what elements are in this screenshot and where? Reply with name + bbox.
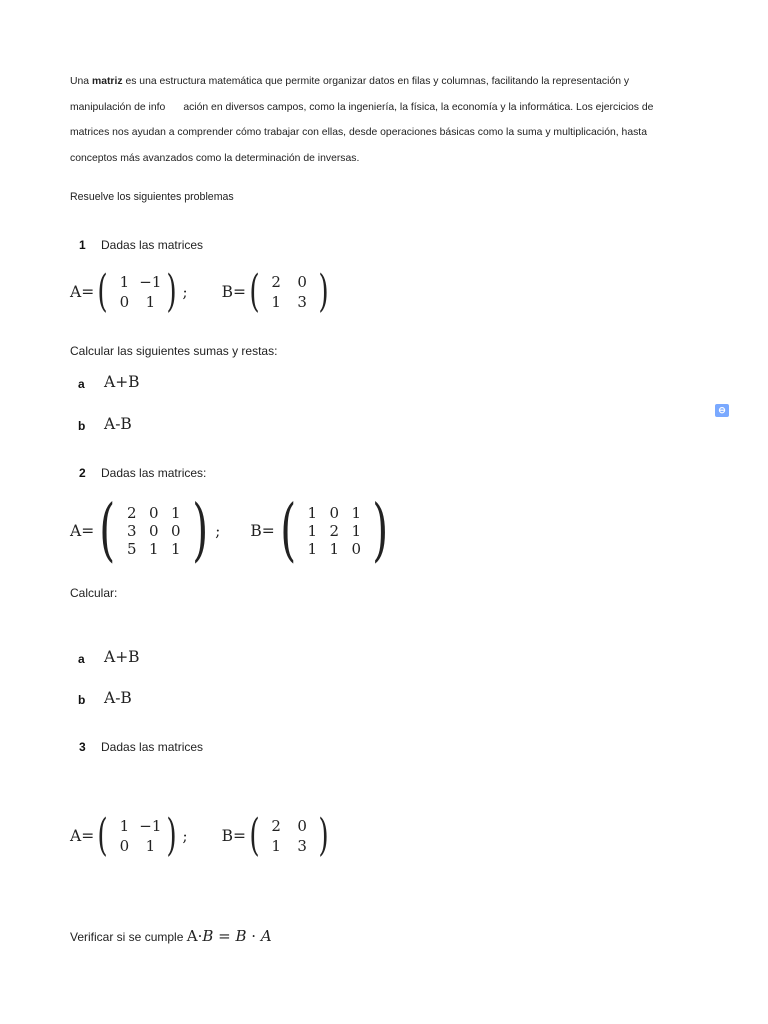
verify-a2: A [260, 927, 272, 945]
matrix-cell: 3 [297, 837, 307, 855]
intro-paragraph [70, 69, 680, 171]
matrix-b [263, 817, 315, 855]
item-expr-1b: A-B [104, 415, 132, 433]
matrix-cell: 1 [170, 540, 181, 558]
verify-a: A [186, 927, 198, 945]
problem-prompt-2: Calcular: [70, 586, 118, 600]
problem-number-3: 3 [79, 740, 86, 754]
matrix-cell: 0 [119, 837, 130, 855]
right-paren: ) [372, 491, 389, 570]
matrix-b-label: B= [250, 522, 275, 540]
matrix-a-label: A= [70, 283, 95, 301]
matrix-cell: −1 [139, 817, 162, 835]
item-letter-2b: b [78, 693, 86, 707]
matrix-cell: 2 [271, 817, 281, 835]
matrix-cell: 3 [126, 522, 137, 540]
matrix-cell: 1 [119, 273, 130, 291]
matrix-cell: 1 [351, 522, 361, 540]
left-paren: ( [97, 266, 108, 317]
matrix-a [111, 817, 163, 855]
matrix-b [263, 273, 315, 311]
verify-dot: · [197, 927, 203, 945]
right-paren: ) [166, 266, 178, 317]
problem-heading-2: Dadas las matrices: [101, 466, 207, 480]
matrix-cell: 1 [271, 293, 281, 311]
matrix-cell: 1 [119, 817, 130, 835]
intro-text-2: ación en diversos campos, como la ingeniería, la física, la economía y la informática. Los ejercicios de matrices nos ayudan a comprender cómo trabajar con ellas, desde operaciones básicas como la suma y multiplicación, hasta conceptos más avanzados como la determinación de inversas. [70, 101, 654, 164]
verify-b: B [202, 927, 214, 945]
item-letter-2a: a [78, 652, 85, 666]
right-paren: ) [318, 266, 329, 317]
matrix-cell: 5 [126, 540, 137, 558]
matrix-cell: 0 [297, 817, 307, 835]
matrix-cell: 2 [329, 522, 339, 540]
matrix-b [301, 504, 367, 558]
matrix-cell: 0 [329, 504, 339, 522]
item-expr-2b: A-B [104, 689, 132, 707]
verify-statement [70, 927, 272, 945]
matrix-cell: 1 [170, 504, 181, 522]
matrix-a-label: A= [70, 522, 95, 540]
matrix-cell: 1 [329, 540, 339, 558]
matrix-cell: 1 [145, 837, 156, 855]
matrix-a [121, 504, 187, 558]
matrix-cell: 1 [307, 540, 317, 558]
matrix-cell: 1 [271, 837, 281, 855]
item-letter-1b: b [78, 419, 86, 433]
separator: ; [182, 827, 188, 845]
item-expr-2a: A+B [104, 648, 140, 666]
intro-pre: Una [70, 76, 92, 87]
matrix-a-label: A= [70, 827, 95, 845]
left-paren: ( [249, 266, 260, 317]
problem-number-1: 1 [79, 238, 86, 252]
problem-heading-3: Dadas las matrices [101, 740, 204, 754]
problem-heading-1: Dadas las matrices [101, 238, 204, 252]
item-expr-1a: A+B [104, 373, 140, 391]
matrix-cell: 2 [271, 273, 281, 291]
matrix-cell: 0 [148, 522, 159, 540]
matrix-cell: 1 [307, 522, 317, 540]
item-letter-1a: a [78, 377, 85, 391]
matrix-b-label: B= [221, 827, 246, 845]
problem-prompt-1: Calcular las siguientes sumas y restas: [70, 344, 278, 358]
matrix-cell: 0 [170, 522, 181, 540]
verify-text: Verificar si se cumple [70, 930, 187, 944]
matrix-cell: 0 [351, 540, 361, 558]
verify-equation [187, 927, 272, 945]
left-paren: ( [280, 491, 296, 570]
matrix-a [111, 273, 163, 311]
left-paren: ( [97, 810, 108, 861]
matrix-cell: 0 [119, 293, 130, 311]
separator: ; [182, 283, 188, 301]
problem-number-2: 2 [79, 466, 86, 480]
matrix-cell: 2 [126, 504, 137, 522]
intro-bold-term: matriz [91, 76, 123, 87]
left-paren: ( [99, 491, 116, 570]
side-translate-button[interactable] [713, 400, 731, 420]
verify-b2: B [235, 927, 247, 945]
right-paren: ) [166, 810, 178, 861]
matrix-cell: 1 [148, 540, 159, 558]
matrix-cell: 1 [351, 504, 361, 522]
intro-text-1: es una estructura matemática que permite organizar datos en filas y columnas, facilitando la representación y manipulación de info [70, 76, 630, 113]
matrix-cell: 1 [145, 293, 156, 311]
matrices-equation-2 [70, 491, 394, 570]
matrix-cell: 0 [297, 273, 307, 291]
matrix-cell: 3 [297, 293, 307, 311]
right-paren: ) [318, 810, 329, 861]
translate-icon: ⊖ [715, 404, 729, 417]
matrix-cell: 0 [148, 504, 159, 522]
matrices-equation-1 [70, 266, 332, 317]
matrix-cell: 1 [307, 504, 317, 522]
verify-eq: = [213, 927, 236, 945]
matrix-cell: −1 [139, 273, 162, 291]
separator: ; [215, 522, 221, 540]
instruction: Resuelve los siguientes problemas [70, 191, 234, 203]
matrix-b-label: B= [221, 283, 246, 301]
left-paren: ( [249, 810, 260, 861]
verify-dot2: · [246, 927, 261, 945]
matrices-equation-3 [70, 810, 332, 861]
right-paren: ) [192, 491, 208, 570]
